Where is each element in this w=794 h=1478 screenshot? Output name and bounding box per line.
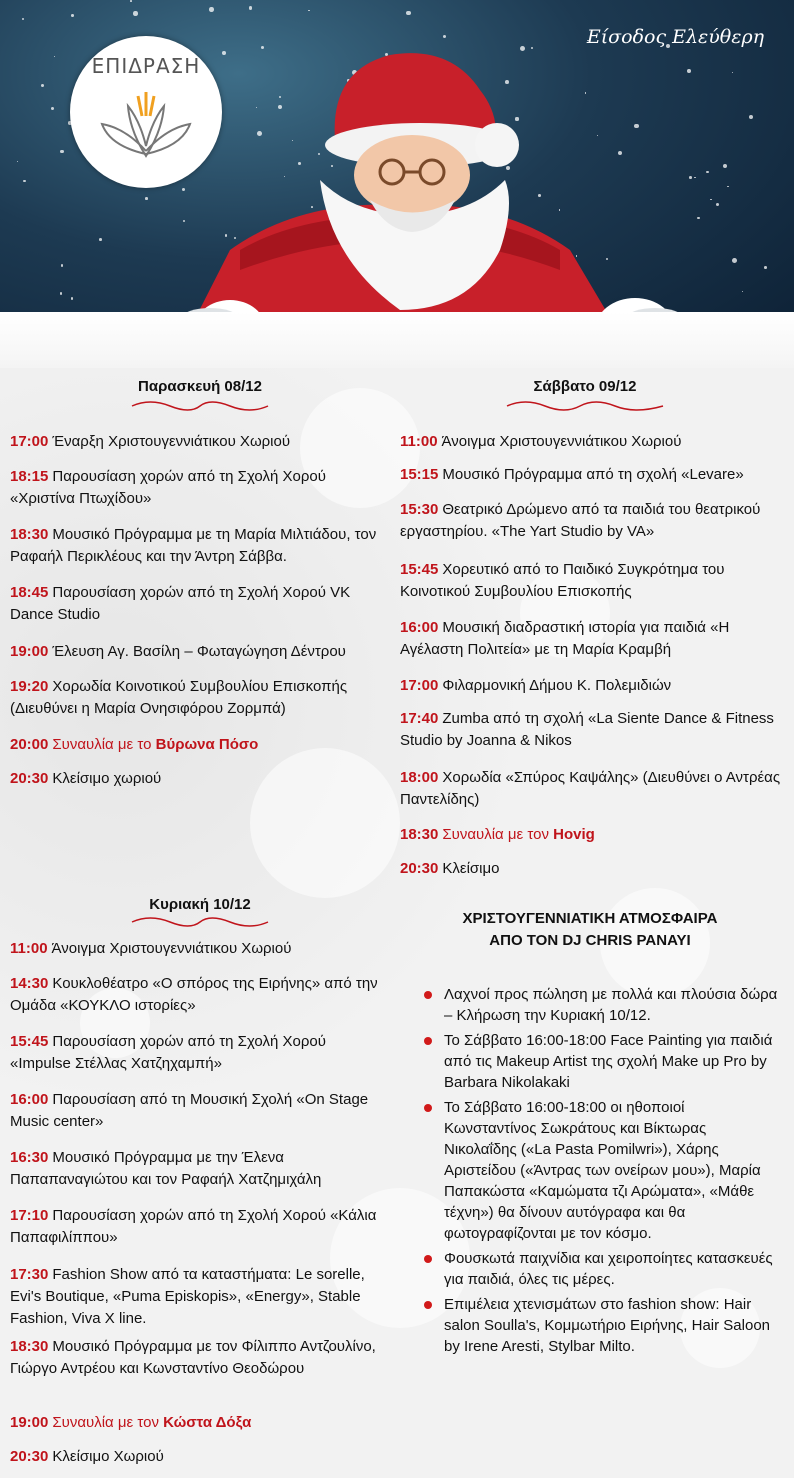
swirl-ornament xyxy=(505,398,665,412)
event-item: 20:30 Κλείσιμο xyxy=(400,860,500,877)
event-item: 15:15 Μουσικό Πρόγραμμα από τη σχολή «Levare» xyxy=(400,466,744,483)
event-item: 19:00 Έλευση Αγ. Βασίλη – Φωταγώγηση Δέντρου xyxy=(10,643,346,660)
header-banner xyxy=(0,0,794,368)
atmosphere-title xyxy=(420,908,760,952)
free-entry-label: Είσοδος Ελεύθερη xyxy=(586,26,764,48)
event-item: 16:00 Παρουσίαση από τη Μουσική Σχολή «On Stage Music center» xyxy=(10,1091,369,1130)
logo xyxy=(70,36,222,188)
event-item: 17:00 Έναρξη Χριστουγεννιάτικου Χωριού xyxy=(10,433,291,450)
bullet-icon xyxy=(424,1255,432,1263)
flower-icon xyxy=(70,36,222,188)
event-item: 20:30 Κλείσιμο χωριού xyxy=(10,770,162,787)
bullet-icon xyxy=(424,1037,432,1045)
event-item: 11:00 Άνοιγμα Χριστουγεννιάτικου Χωριού xyxy=(10,940,292,957)
event-item: 17:10 Παρουσίαση χορών από τη Σχολή Χορού «Κάλια Παπαφιλίππου» xyxy=(10,1207,377,1246)
list-item: Επιμέλεια χτενισμάτων στο fashion show: Hair salon Soulla's, Κομμωτήριο Ειρήνης, Hair Saloon by Irene Aresti, Stylbar Milto. xyxy=(420,1294,780,1357)
logo-text: ΕΠΙΔΡΑΣΗ xyxy=(91,54,201,78)
bullet-icon xyxy=(424,991,432,999)
event-item: 16:00 Μουσική διαδραστική ιστορία για παιδιά «Η Αγέλαστη Πολιτεία» με τη Μαρία Κραμβή xyxy=(400,619,730,658)
event-item: 15:45 Παρουσίαση χορών από τη Σχολή Χορού «Impulse Στέλλας Χατζηχαμπή» xyxy=(10,1033,326,1072)
event-item: 17:00 Φιλαρμονική Δήμου Κ. Πολεμιδιών xyxy=(400,677,672,694)
day-title-saturday: Σάββατο 09/12 xyxy=(533,378,637,395)
list-item: Φουσκωτά παιχνίδια και χειροποίητες κατασκευές για παιδιά, όλες τις μέρες. xyxy=(420,1248,780,1290)
event-item: 17:40 Zumba από τη σχολή «La Siente Dance & Fitness Studio by Joanna & Nikos xyxy=(400,710,774,749)
event-item: 18:45 Παρουσίαση χορών από τη Σχολή Χορού VK Dance Studio xyxy=(10,584,351,623)
day-title-sunday: Κυριακή 10/12 xyxy=(149,896,251,913)
event-item: 11:00 Άνοιγμα Χριστουγεννιάτικου Χωριού xyxy=(400,433,682,450)
event-item: 18:15 Παρουσίαση χορών από τη Σχολή Χορού «Χριστίνα Πτωχίδου» xyxy=(10,468,326,507)
event-item: 18:30 Μουσικό Πρόγραμμα με τη Μαρία Μιλτιάδου, τον Ραφαήλ Περικλέους και την Άντρη Σάββα. xyxy=(10,526,377,565)
atmosphere-title-line1: ΧΡΙΣΤΟΥΓΕΝΝΙΑΤΙΚΗ ΑΤΜΟΣΦΑΙΡΑ xyxy=(462,910,718,927)
atmosphere-list xyxy=(420,984,780,1361)
event-item: 19:20 Χορωδία Κοινοτικού Συμβουλίου Επισκοπής (Διευθύνει η Μαρία Ονησιφόρου Ζορμπά) xyxy=(10,678,348,717)
bullet-icon xyxy=(424,1104,432,1112)
bullet-icon xyxy=(424,1301,432,1309)
event-item: 20:30 Κλείσιμο Χωριού xyxy=(10,1448,164,1465)
event-item: 15:30 Θεατρικό Δρώμενο από τα παιδιά του θεατρικού εργαστηρίου. «The Yart Studio by VA» xyxy=(400,501,761,540)
day-title-friday: Παρασκευή 08/12 xyxy=(138,378,262,395)
atmosphere-title-line2: ΑΠΟ ΤΟΝ DJ CHRIS PANAYI xyxy=(489,932,691,949)
event-item: 15:45 Χορευτικό από το Παιδικό Συγκρότημα του Κοινοτικού Συμβουλίου Επισκοπής xyxy=(400,561,725,600)
event-item: 18:00 Χορωδία «Σπύρος Καψάλης» (Διευθύνει ο Αντρέας Παντελίδης) xyxy=(400,769,781,808)
white-board xyxy=(0,312,794,368)
event-item: 14:30 Κουκλοθέατρο «Ο σπόρος της Ειρήνης» από την Ομάδα «ΚΟΥΚΛΟ ιστορίες» xyxy=(10,975,378,1014)
list-item: Το Σάββατο 16:00-18:00 οι ηθοποιοί Κωνσταντίνος Σωκράτους και Βίκτωρας Νικολαΐδης («La Pasta Pomilwri»), Χάρης Αριστείδου («Άντρας των ονείρων μου»), Μαρία Παπακώστα «Καμώματα τζι Αρώματα», «Μάθε τέχνη») θα δίνουν αυτόγραφα και θα φωτογραφίζονται με τον κόσμο. xyxy=(420,1097,780,1244)
event-item: 16:30 Μουσικό Πρόγραμμα με την Έλενα Παπαπαναγιώτου και τον Ραφαήλ Χατζημιχάλη xyxy=(10,1149,322,1188)
event-item: 18:30 Μουσικό Πρόγραμμα με τον Φίλιππο Αντζουλίνο, Γιώργο Αντρέου και Κωνσταντίνο Θεοδώρου xyxy=(10,1338,376,1377)
event-item: 17:30 Fashion Show από τα καταστήματα: Le sorelle, Evi's Boutique, «Puma Episkopis», «Energy», Stable Fashion, Viva X line. xyxy=(10,1266,365,1327)
event-item: 19:00 Συναυλία με τον Κώστα Δόξα xyxy=(10,1414,252,1431)
swirl-ornament xyxy=(130,914,270,928)
list-item: Το Σάββατο 16:00-18:00 Face Painting για παιδιά από τις Makeup Artist της σχολή Make up Pro by Barbara Nikolakaki xyxy=(420,1030,780,1093)
event-item: 20:00 Συναυλία με το Βύρωνα Πόσο xyxy=(10,736,259,753)
list-item: Λαχνοί προς πώληση με πολλά και πλούσια δώρα – Κλήρωση την Κυριακή 10/12. xyxy=(420,984,780,1026)
swirl-ornament xyxy=(130,398,270,412)
event-item: 18:30 Συναυλία με τον Hovig xyxy=(400,826,595,843)
